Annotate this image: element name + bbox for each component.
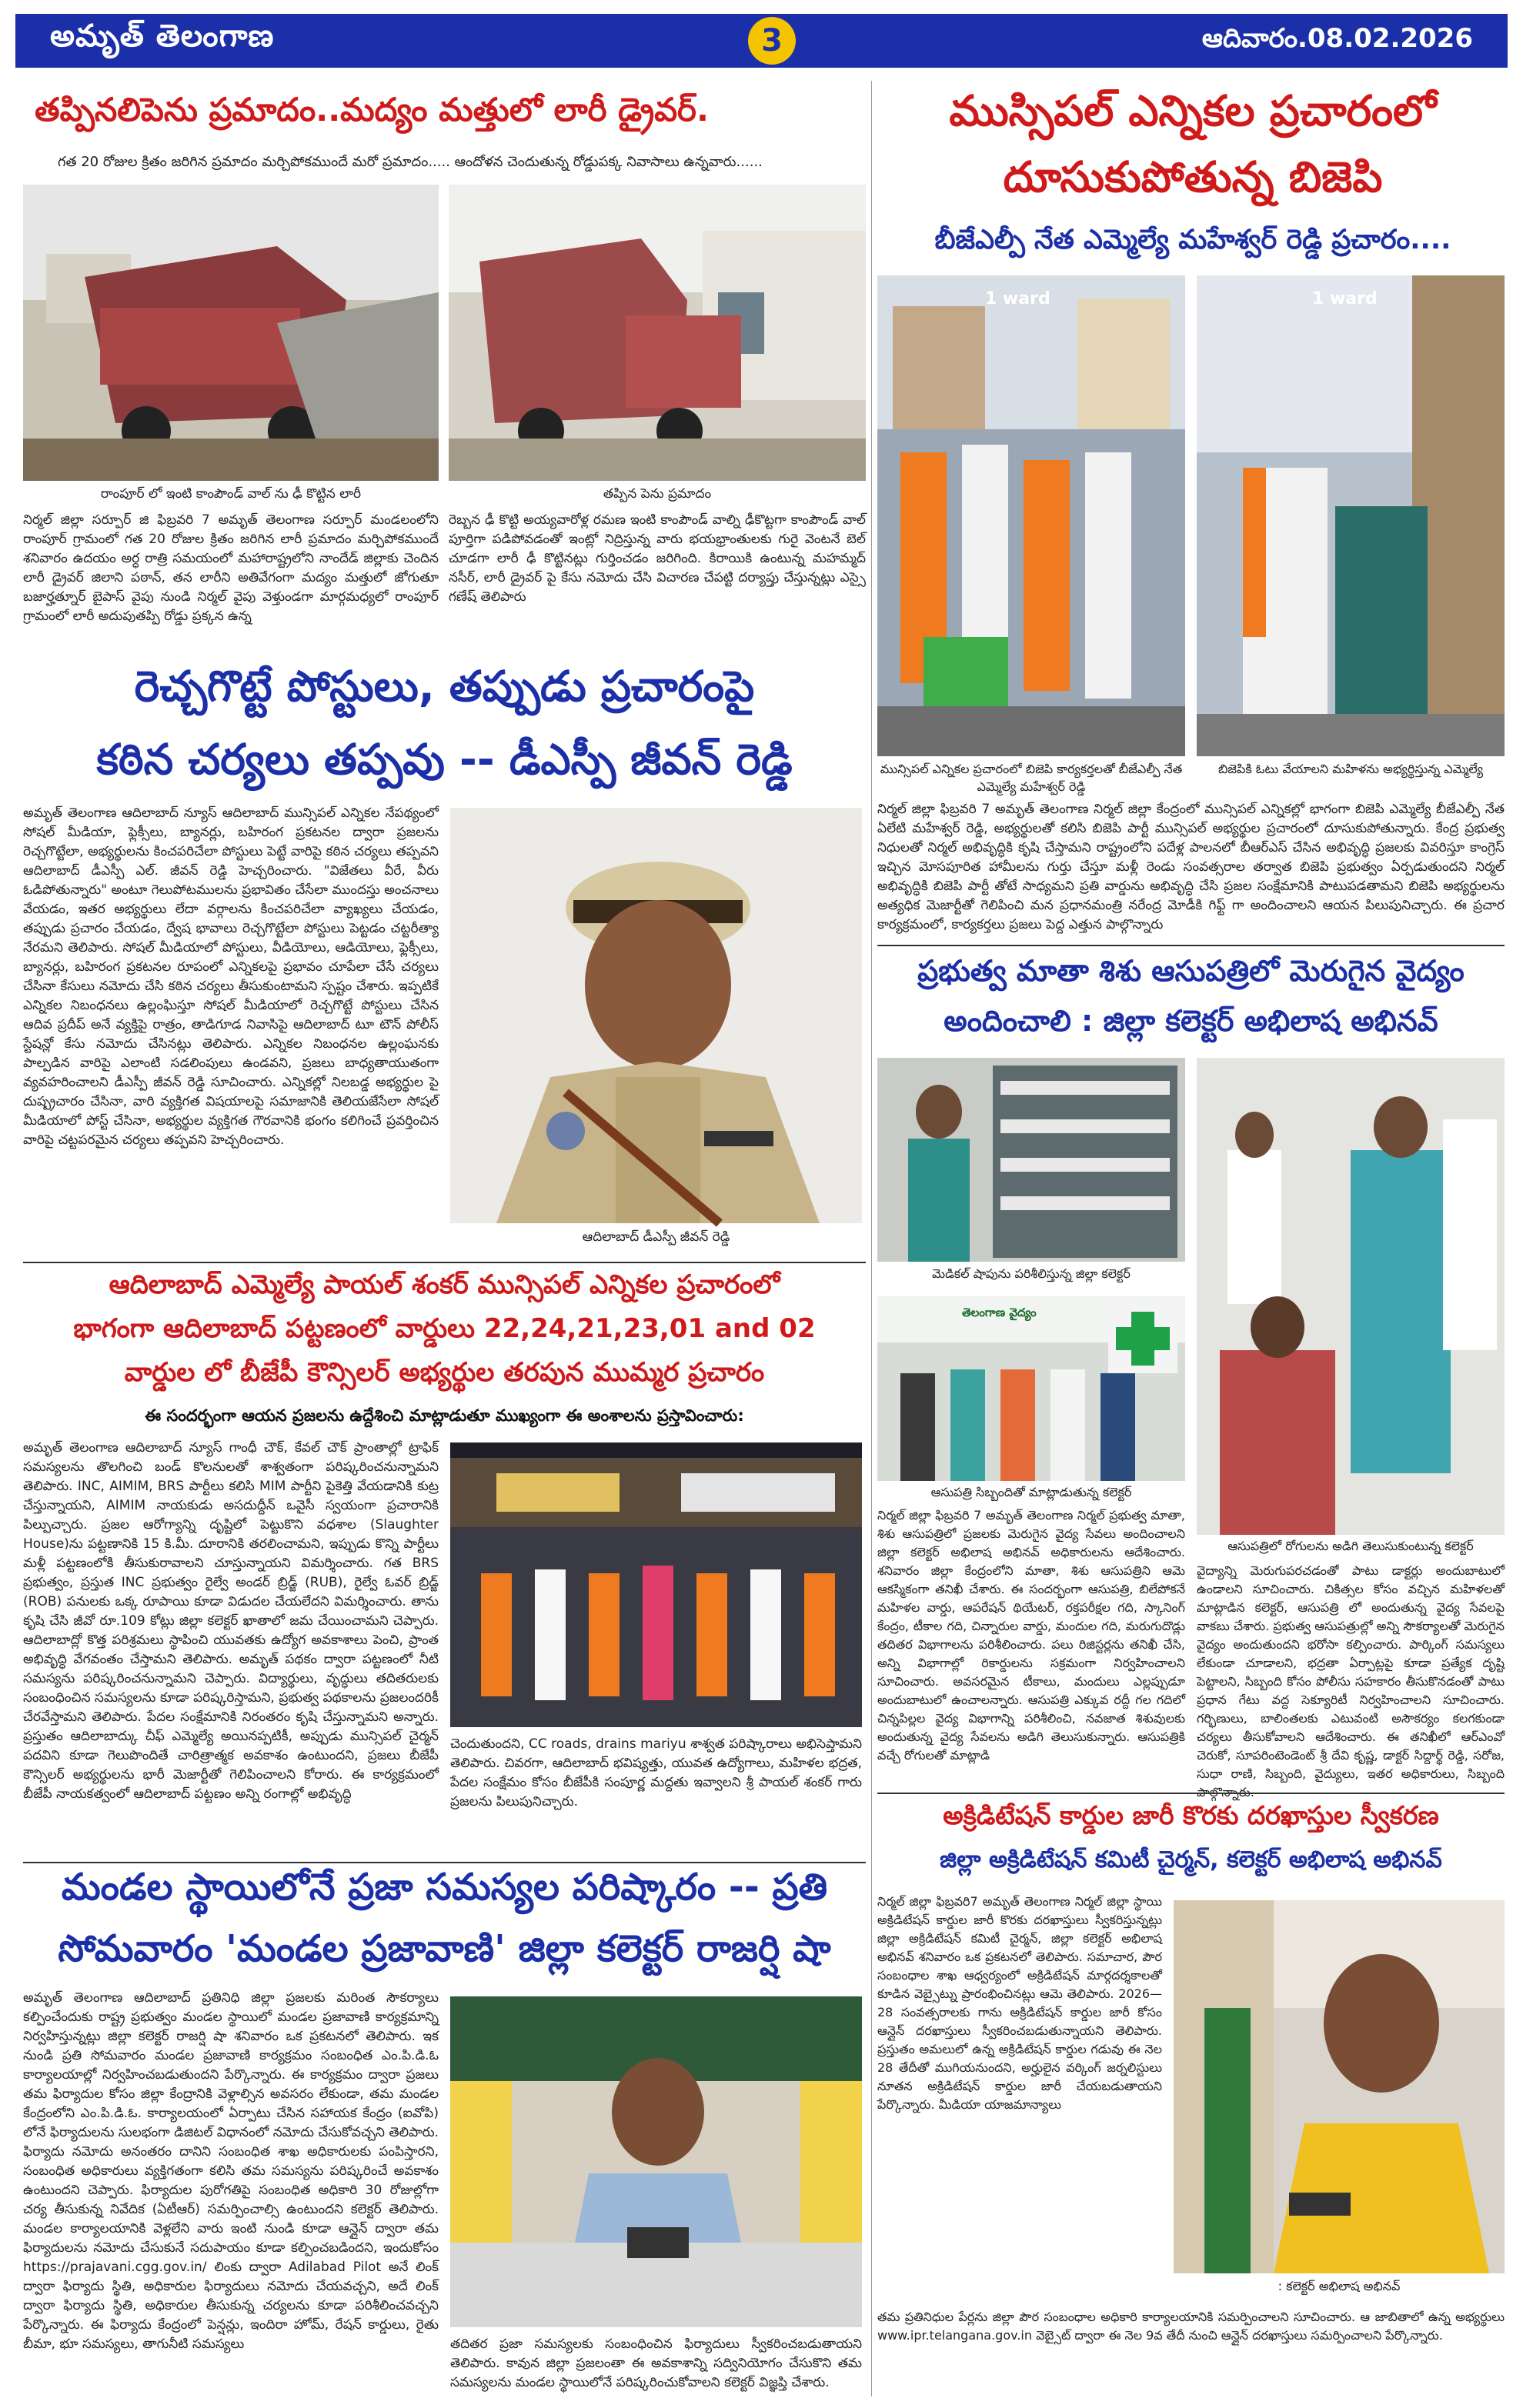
story6-photo-collector-meeting: [450, 1996, 862, 2327]
story4-headline-line3: వార్డుల లో బీజేపీ కౌన్సిలర్ అభ్యర్థుల తరపున ముమ్మర ప్రచారం: [124, 1357, 765, 1388]
story5-photo-hospital-staff: [877, 1296, 1185, 1481]
story2-photo-mla-campaign-crowd: [877, 275, 1185, 756]
story5-caption-hospital-staff: ఆసుపత్రి సిబ్బందితో మాట్లాడుతున్న కలెక్టర్: [930, 1485, 1132, 1499]
story5-body-left: నిర్మల్ జిల్లా ఫిబ్రవరి 7 అమృత్ తెలంగాణ నిర్మల్ ప్రభుత్వ మాతా, శిశు ఆసుపత్రిలో ప్రజలకు మెరుగైన వైద్య సేవలు అందించాలని జిల్లా కలెక్టర్ అభిలాష అభినవ్ అధికారులను ఆదేశించారు. శనివారం జిల్లా కేంద్రంలోని మాతా, శిశు ఆసుపత్రిని ఆమె ఆకస్మికంగా తనిఖీ చేశారు. ఈ సందర్భంగా ఆసుపత్రి, బిలేపోకనే మహిళల వార్డు, ఆపరేషన్ థియేటర్, రక్తపరీక్షల గది, స్కానింగ్ కేంద్రం, టీకాల గది, చిన్నారుల వార్డు, మందుల గది, మరుగుదొడ్లు తదితర విభాగాలను పరిశీలించారు. పలు రిజిస్టర్లను తనిఖీ చేసి, అన్ని విభాగాల్లో రికార్డులను సక్రమంగా నిర్వహించాలని సూచించారు. అవసరమైన టీకాలు, మందులు ఎల్లప్పుడూ అందుబాటులో ఉంచాలన్నారు. ఆసుపత్రి ఎక్కువ రద్దీ గల గదిలో చిన్నపిల్లల వైద్య విభాగాన్ని పరిశీలించి, నవజాత శిశువులకు అందుతున్న వైద్య సేవలను అడిగి తెలుసుకున్నారు. ఆసుపత్రికి వచ్చే రోగులతో మాట్లాడి: [877, 1508, 1185, 1763]
story5-hospital-sign: తెలంగాణ వైద్యం: [962, 1306, 1037, 1319]
story2-photo-tag-right: 1 ward: [1312, 289, 1378, 309]
story1-photo-crashed-truck: [23, 185, 439, 481]
section-divider-3: [877, 945, 1505, 946]
newspaper-title: అమృత్ తెలంగాణ: [50, 18, 275, 54]
story7-body-full: తమ ప్రతినిధుల పేర్లను జిల్లా పౌర సంబంధాల అధికారి కార్యాలయానికి సమర్పించాలని సూచించారు. ఆ జాబితాలో ఉన్న అభ్యర్థులు www.ipr.telangana.gov.in వెబ్సైట్ ద్వారా ఈ నెల 9వ తేదీ నుంచి ఆన్లైన్ దరఖాస్తులు సమర్పించాలని పేర్కొన్నారు.: [877, 2310, 1505, 2343]
story2-body: నిర్మల్ జిల్లా ఫిబ్రవరి 7 అమృత్ తెలంగాణ నిర్మల్ జిల్లా కేంద్రంలో మున్సిపల్ ఎన్నికల్లో భాగంగా బిజెపి ఎమ్మెల్యే బీజేఎల్పీ నేత ఏలేటి మహేశ్వర్ రెడ్డి, అభ్యర్థులతో కలిసి బిజెపి పార్టీ మున్సిపల్ అభ్యర్థుల ప్రచారంలో దూసుకుపోతున్నారు. కేంద్ర ప్రభుత్వ నిధులతో నిర్మల్ అభివృద్ధికి కృషి చేస్తామని రాష్ట్రంలోని పదేళ్ల పాలనలో బీఆర్ఎస్ చేసిన అభివృద్ధి ప్రజలకు వివరిస్తూ కాంగ్రెస్ ఇచ్చిన మోసపూరిత హామీలను గుర్తు చేస్తూ మళ్లీ రెండు సంవత్సరాల తర్వాత బిజెపి ప్రభుత్వం ఏర్పడుతుందని నిర్మల్ అభివృద్ధికి బిజెపి పార్టీ తోటే సాధ్యమని ప్రతి వార్డును అభివృద్ధి చేసి ప్రజల సంక్షేమానికి పాటుపడతామని బిజెపి అభ్యర్థులను అత్యధిక మెజార్టీతో గెలిపించి మన ప్రధానమంత్రి నరేంద్ర మోడీకి గిఫ్ట్ గా అందించాలని ఆయన పిలుపునిచ్చారు. ఈ ప్రచార కార్యక్రమంలో, కార్యకర్తలు ప్రజలు పెద్ద ఎత్తున పాల్గొన్నారు: [877, 802, 1505, 932]
story5-caption-medical-shop: మెడికల్ షాపును పరిశీలిస్తున్న జిల్లా కలెక్టర్: [932, 1266, 1131, 1281]
story2-photo-tag-left: 1 ward: [985, 289, 1050, 309]
story5-photo-collector-with-patients: [1197, 1058, 1505, 1535]
story4-subhead: ఈ సందర్భంగా ఆయన ప్రజలను ఉద్దేశించి మాట్లాడుతూ ముఖ్యంగా ఈ అంశాలను ప్రస్తావించారు:: [145, 1406, 744, 1425]
story2-headline-line2: దూసుకుపోతున్న బిజెపి: [1003, 152, 1383, 202]
story4-headline-line2: భాగంగా ఆదిలాబాద్ పట్టణంలో వార్డులు 22,24,21,23,01 and 02: [73, 1313, 816, 1344]
story1-photo1-caption: రాంపూర్ లో ఇంటి కాంపౌండ్ వాల్ ను ఢీ కొట్టిన లారీ: [100, 486, 362, 502]
story7-body-narrow: నిర్మల్ జిల్లా ఫిబ్రవరి7 అమృత్ తెలంగాణ నిర్మల్ జిల్లా స్థాయి అక్రిడిటేషన్ కార్డుల జారీ కొరకు దరఖాస్తులు స్వీకరిస్తున్నట్లు జిల్లా అక్రిడిటేషన్ కమిటీ చైర్మన్, జిల్లా కలెక్టర్ అభిలాష అభినవ్ శనివారం ఒక ప్రకటనలో తెలిపారు. సమాచార, పౌర సంబంధాల శాఖ ఆధ్వర్యంలో అక్రిడిటేషన్ మార్గదర్శకాలతో కూడిన వెబ్సైట్ను ప్రారంభించినట్లు ఆమె తెలిపారు. 2026—28 సంవత్సరాలకు గాను అక్రిడిటేషన్ కార్డుల జారీ కోసం ఆన్లైన్ దరఖాస్తులు స్వీకరించబడుతున్నాయని తెలిపారు. ప్రస్తుతం అమలులో ఉన్న అక్రిడిటేషన్ కార్డుల గడువు ఈ నెల 28 తేదీతో ముగియనుందని, అర్హులైన వర్కింగ్ జర్నలిస్టులు నూతన అక్రిడిటేషన్ కార్డుల జారీ చేయబడుతాయని పేర్కొన్నారు. మీడియా యాజమాన్యాలు: [877, 1894, 1162, 2112]
story3-photo-caption: ఆదిలాబాద్ డీఎస్పీ జీవన్ రెడ్డి: [582, 1229, 730, 1245]
story4-body-right: చెందుతుందని, CC roads, drains mariyu శాశ్వత పరిష్కారాలు అభిసెప్తామని తెలిపారు. చివరగా, ఆదిలాబాద్ భవిష్యత్తు, యువత ఉద్యోగాలు, మహిళల భద్రత, పేదల సంక్షేమం కోసం బీజేపీకి సంపూర్ణ మద్దతు ఇవ్వాలని శ్రీ పాయల్ శంకర్ గారు ప్రజలను పిలుపునిచ్చారు.: [450, 1736, 862, 1809]
story6-headline-line1: మండల స్థాయిలోనే ప్రజా సమస్యల పరిష్కారం -- ప్రతి: [61, 1866, 828, 1909]
story1-photo2-caption: తప్పిన పెను ప్రమాదం: [603, 486, 712, 502]
section-divider-4: [877, 1793, 1505, 1794]
story2-caption-left: మున్సిపల్ ఎన్నికల ప్రచారంలో బిజెపి కార్యకర్తలతో బీజేఎల్పీ నేత ఎమ్మెల్యే మహేశ్వర్ రెడ్డి: [880, 762, 1183, 794]
issue-date: ఆదివారం.08.02.2026: [1201, 23, 1473, 54]
masthead: [15, 14, 1508, 68]
story1-subhead: గత 20 రోజుల క్రితం జరిగిన ప్రమాదం మర్చిపోకముందే మరో ప్రమాదం..... ఆందోళన చెందుతున్న రోడ్డుపక్క నివాసాలు ఉన్నవారు......: [58, 154, 763, 170]
story2-caption-right: బిజెపికి ఓటు వేయాలని మహిళను అభ్యర్థిస్తున్న ఎమ్మెల్యే: [1217, 762, 1484, 776]
story1-body-right: రెబ్బన ఢీ కొట్టి అయ్యవారోళ్ల రమణ ఇంటి కాంపౌండ్ వాల్ని ఢీకొట్టగా కాంపౌండ్ వాల్ పూర్తిగా పడిపోవడంతో ఇంట్లో నిద్రిస్తున్న వారు భయభ్రాంతులకు గురై వెంటనే బెల్ చూడగా లారీ ఢీ కొట్టినట్లు గుర్తించడం జరిగింది. కిరాయికి ఉంటున్న మహమ్మద్ నసీర్, లారీ డ్రైవర్ పై కేసు నమోదు చేసి విచారణ చేపట్టి దర్యాప్తు చేస్తున్నట్లు ఎస్సై గణేష్ తెలిపారు: [449, 512, 866, 605]
column-divider: [871, 81, 872, 2396]
section-divider: [23, 1262, 866, 1263]
story4-photo-campaign-group: [450, 1442, 862, 1727]
story1-body-left: నిర్మల్ జిల్లా సర్పూర్ జి ఫిబ్రవరి 7 అమృత్ తెలంగాణ సర్పూర్ మండలంలోని రాంపూర్ గ్రామంలో గత 20 రోజుల క్రితం జరిగిన లారీ ప్రమాదం మర్చిపోకముందే శనివారం ఉదయం అర్ధ రాత్రి సమయంలో మహారాష్ట్రలోని నాందేడ్ జిల్లాకు చెందిన లారీ డ్రైవర్ జిలాని పఠాన్, తన లారీని అతివేగంగా మద్యం మత్తులో జోగుతూ బజార్హత్నూర్ బైపాస్ వైపు నుండి నిర్మల్ వైపు వెళ్తుండగా మార్గమధ్యలో రాంపూర్ గ్రామంలో లారీ అదుపుతప్పి రోడ్డు ప్రక్కన ఉన్న: [23, 512, 439, 624]
story6-body-right: తదితర ప్రజా సమస్యలకు సంబంధించిన ఫిర్యాదులు స్వీకరించబడుతాయని తెలిపారు. కావున జిల్లా ప్రజలంతా ఈ అవకాశాన్ని సద్వినియోగం చేసుకొని తమ సమస్యలను మండల స్థాయిలోనే పరిష్కరించుకోవాలని కలెక్టర్ విజ్ఞప్తి చేశారు.: [450, 2336, 862, 2390]
story4-body-left: అమృత్ తెలంగాణ ఆదిలాబాద్ న్యూస్ గాంధీ చౌక్, కేవల్ చౌక్ ప్రాంతాల్లో ట్రాఫిక్ సమస్యలను తొలగించి బండ్ కొలనులతో శాశ్వతంగా పరిష్కరించనున్నామని తెలిపారు. INC, AIMIM, BRS పార్టీలు కలిసి MIM పార్టీని పైకెత్తి వేయడానికి కుట్ర చేస్తున్నాయని, AIMIM నాయకుడు అసదుద్దీన్ ఒవైసీ స్వయంగా ప్రచారానికి పిల్పుచ్చారు. ప్రజల ఆరోగ్యాన్ని దృష్టిలో పెట్టుకొని వధశాల (Slaughter House)ను పట్టణానికి 15 కి.మీ. దూరానికి తరలించామని, ఇప్పుడు కొన్ని పార్టీలు మళ్లీ పట్టణంలోకి తీసుకురావాలని చూస్తున్నాయని విమర్శించారు. గత BRS ప్రభుత్వం, ప్రస్తుత INC ప్రభుత్వం రైల్వే అండర్ బ్రిడ్జ్ (RUB), రైల్వే ఓవర్ బ్రిడ్జ్ (ROB) పనులకు ఒక్క రూపాయి కూడా విడుదల చేయలేదని విమర్శించారు. తాను కృషి చేసి జీవో రూ.109 కోట్లు జిల్లా కలెక్టర్ ఖాతాలో జమ చేయించామని చెప్పారు. ఆదిలాబాద్లో కొత్త పరిశ్రమలు స్థాపించి యువతకు ఉద్యోగ అవకాశాలు పెంచి, ప్రాంత అభివృద్ధి వేగవంతం చేస్తామని తెలిపారు. అమృత్ పథకం ద్వారా పట్టణంలో నీటి సమస్యను పరిష్కరించనున్నామని చెప్పారు. విద్యార్థులు, వృద్ధులు తదితరులకు సంబంధించిన సమస్యలను కూడా పరిష్కరిస్తామని, ప్రభుత్వ పథకాలను ప్రజలందరికీ చేరవేస్తామని తెలిపారు. పేదల సంక్షేమానికి నిరంతరం కృషి చేస్తున్నామని అన్నారు. ప్రస్తుతం ఆదిలాబాద్కు చీఫ్ ఎమ్మెల్యే అయినప్పటికీ, అప్పుడు మున్సిపల్ చైర్మన్ పదవిని కూడా గెలుపొందితే చారిత్రాత్మక అవకాశం ఉంటుందని, ప్రజలు బీజేపీ కౌన్సిలర్ అభ్యర్థులను భారీ మెజార్టీతో గెలిపించాలని కోరారు. ఈ కార్యక్రమంలో బీజేపీ నాయకత్వంలో ఆదిలాబాద్ పట్టణం అన్ని రంగాల్లో అభివృద్ధి: [23, 1440, 439, 1802]
story7-headline-line2: జిల్లా అక్రిడిటేషన్ కమిటీ చైర్మన్, కలెక్టర్ అభిలాష అభినవ్: [940, 1846, 1442, 1873]
story2-subhead: బీజేఎల్పీ నేత ఎమ్మెల్యే మహేశ్వర్ రెడ్డి ప్రచారం....: [934, 225, 1451, 255]
story3-photo-dsp-portrait: [450, 808, 862, 1223]
story3-body: అమృత్ తెలంగాణ ఆదిలాబాద్ న్యూస్ ఆదిలాబాద్ మున్సిపల్ ఎన్నికల నేపథ్యంలో సోషల్ మీడియా, ఫ్లెక్సీలు, బ్యానర్లు, బహిరంగ ప్రకటనల ద్వారా ప్రజలను రెచ్చగొట్టేలా, అభ్యర్థులను కించపరిచేలా పోస్టులు పెట్టే వారిపై కఠిన చర్యలు తప్పవని ఆదిలాబాద్ డీఎస్పీ ఎల్. జీవన్ రెడ్డి హెచ్చరించారు. "విజేతలు వీరే, వీరు ఓడిపోతున్నారు" అంటూ గెలుపోటములను ప్రభావితం చేసేలా ముందస్తు అంచనాలు వేయడం, ఇతర అభ్యర్థులు లేదా వర్గాలను కించపరిచేలా వ్యాఖ్యలు చేయడం, తప్పుడు ప్రచారం చేయడం, ద్వేష భావాలు రెచ్చగొట్టేలా పోస్టులు పెట్టడం చట్టరీత్యా నేరమని తెలిపారు. సోషల్ మీడియాలో పోస్టులు, వీడియోలు, ఆడియోలు, ఫ్లెక్సీలు, బ్యానర్లు, బహిరంగ ప్రకటనల రూపంలో ఎన్నికలపై ప్రభావం చూపేలా చేసే చర్యలు చేసినా కేసులు నమోదు చేసి కఠిన చర్యలు తీసుకుంటామని స్పష్టం చేశారు. ఇప్పటికే ఎన్నికల నిబంధనలు ఉల్లంఘిస్తూ సోషల్ మీడియాలో రెచ్చగొట్టే పోస్టులు చేసిన ఆదివ ప్రదీప్ అనే వ్యక్తిపై రాత్రం, తాడిగూడ నివాసిపై ఆదిలాబాద్ టూ టౌన్ పోలీస్ స్టేషన్లో కేసు నమోదు చేసినట్లు తెలిపారు. ఎన్నికల నిబంధనల ఉల్లంఘనకు పాల్పడిన వారిపై ఎలాంటి సడలింపులు ఉండవని, ప్రజలు బాధ్యతాయుతంగా వ్యవహరించాలని డీఎస్పీ జీవన్ రెడ్డి సూచించారు. ఎన్నికల్లో నిలబడ్డ అభ్యర్థుల పై దుష్ప్రచారం చేసినా, వారి వ్యక్తిగత విషయాలపై సమాజానికి తెలియజేసేలా సోషల్ మీడియాలో పోస్ట్ చేసినా, అభ్యర్థుల వ్యక్తిగత గౌరవానికి భంగం కలిగించే ప్రవర్తించిన వారిపై చట్టపరమైన చర్యలు తప్పవని హెచ్చరించారు.: [23, 805, 439, 1148]
story7-photo-collector-portrait: [1174, 1900, 1505, 2273]
story5-body-right: వైద్యాన్ని మెరుగుపరచడంతో పాటు డాక్టర్లు అందుబాటులో ఉండాలని సూచించారు. చికిత్సల కోసం వచ్చిన మహిళలతో మాట్లాడిన కలెక్టర్, ఆసుపత్రి లో అందుతున్న వైద్య సేవలపై వాకబు చేశారు. ప్రభుత్వ ఆసుపత్రుల్లో అన్ని సౌకర్యాలతో మెరుగైన వైద్యం అందుతుందని భరోసా కల్పించారు. పార్కింగ్ సమస్యలు లేకుండా చూడాలని, భద్రతా ఏర్పాట్లపై కూడా ప్రత్యేక దృష్టి పెట్టాలని, సిబ్బంది కోసం పోలీసు సహకారం తీసుకొనడంతో పాటు ప్రధాన గేటు వద్ద సెక్యూరిటీ నిర్వహించాలని సూచించారు. గర్భిణులు, బాలింతలకు ఎటువంటి అసౌకర్యం కలగకుండా చర్యలు తీసుకోవాలని ఆదేశించారు. ఈ తనిఖీలో ఆర్ఎంవో చెరుకో, సూపరింటెండెంట్ శ్రీ దేవి కృష్ణ, డాక్టర్ సిద్దార్థ్ రెడ్డి, సరోజ, సుధా రాణి, సిబ్బంది, వైద్యులు, ఇతర అధికారులు, సిబ్బంది: [1197, 1563, 1505, 1781]
story5-caption-collector-patients: ఆసుపత్రిలో రోగులను అడిగి తెలుసుకుంటున్న కలెక్టర్: [1227, 1539, 1474, 1553]
page-number: 3: [748, 17, 796, 65]
story2-photo-mla-voter: [1197, 275, 1505, 756]
story6-headline-line2: సోమవారం 'మండల ప్రజావాణి' జిల్లా కలెక్టర్ రాజర్షి షా: [58, 1927, 831, 1970]
story7-photo-caption: : కలెక్టర్ అభిలాష అభినవ్: [1278, 2279, 1401, 2293]
story3-headline-line1: రెచ్చగొట్టే పోస్టులు, తప్పుడు ప్రచారంపై: [134, 662, 755, 711]
story1-headline: తప్పినలిపెను ప్రమాదం..మద్యం మత్తులో లారీ డ్రైవర్.: [35, 91, 709, 128]
story6-body-left: అమృత్ తెలంగాణ ఆదిలాబాద్ ప్రతినిధి జిల్లా ప్రజలకు మరింత సౌకర్యాలు కల్పించేందుకు రాష్ట్ర ప్రభుత్వం మండల స్థాయిలో మండల ప్రజావాణి కార్యక్రమాన్ని నిర్వహిస్తున్నట్లు జిల్లా కలెక్టర్ రాజర్షి షా శనివారం ఒక ప్రకటనలో తెలిపారు. ఇక నుండి ప్రతి సోమవారం మండల ప్రజావాణి కార్యక్రమం సంబంధిత ఎం.పి.డి.ఓ కార్యాలయాల్లో నిర్వహించబడుతుందని పేర్కొన్నారు. ఈ కార్యక్రమం ద్వారా ప్రజలు తమ ఫిర్యాదుల కోసం జిల్లా కేంద్రానికి వెళ్లాల్సిన అవసరం లేకుండా, తమ మండల కేంద్రంలోని ఎం.పి.డి.ఓ. కార్యాలయంలో ఏర్పాటు చేసిన సహాయక కేంద్రం (ఐవోపి) లోనే ఫిర్యాదులను సులభంగా డిజిటల్ విధానంలో నమోదు చేసుకోవచ్చని తెలిపారు. ఫిర్యాదు నమోదు అనంతరం దానిని సంబంధిత శాఖ అధికారులకు పంపిస్తారని, సంబంధిత అధికారులు వ్యక్తిగతంగా కలిసి తమ సమస్యను పరిష్కరించే అవకాశం ఉంటుందని చెప్పారు. ఫిర్యాదుల పురోగతిపై సంబంధిత అధికారి 30 రోజుల్లోగా చర్య తీసుకున్న నివేదిక (ఏటీఆర్) సమర్పించాల్సి ఉంటుందని కలెక్టర్ తెలిపారు. మండల కార్యాలయానికి వెళ్లలేని వారు ఇంటి నుండి కూడా ఆన్లైన్ ద్వారా తమ ఫిర్యాదులను నమోదు చేసుకునే సదుపాయం కూడా కల్పించబడిందని, ఇందుకోసం https://prajavani.cgg.gov.in/ లింకు ద్వారా Adilabad Pilot అనే లింక్ ద్వారా ఫిర్యాదు స్థితి, అధికారుల ఫిర్యాదులు నమోదు చేయవచ్చని, అదే లింక్ ద్వారా ఫిర్యాదు స్థితి, అధికారుల తీసుకున్న చర్యలను కూడా పరిశీలించవచ్చని పేర్కొన్నారు. ఈ ఫిర్యాదు కేంద్రంలో పెన్షన్లు, ఇందిరా హోమ్, రేషన్ కార్డులు, రైతు బీమా, భూ సమస్యలు, తాగునీటి సమస్యలు: [23, 1990, 439, 2352]
story5-headline-line1: ప్రభుత్వ మాతా శిశు ఆసుపత్రిలో మెరుగైన వైద్యం: [917, 954, 1465, 988]
story5-headline-line2: అందించాలి : జిల్లా కలెక్టర్ అభిలాష అభినవ్: [944, 1004, 1438, 1038]
story4-headline-line1: ఆదిలాబాద్ ఎమ్మెల్యే పాయల్ శంకర్ మున్సిపల్ ఎన్నికల ప్రచారంలో: [109, 1269, 780, 1300]
story2-headline-line1: ముస్సిపల్ ఎన్నికల ప్రచారంలో: [949, 86, 1437, 135]
story5-photo-medical-shop: [877, 1058, 1185, 1262]
section-divider-2: [23, 1862, 866, 1863]
story3-headline-line2: కఠిన చర్యలు తప్పవు -- డీఎస్పీ జీవన్ రెడ్డి: [96, 735, 793, 784]
story7-headline-line1: అక్రిడిటేషన్ కార్డుల జారీ కొరకు దరఖాస్తుల స్వీకరణ: [943, 1800, 1439, 1830]
story1-photo-lorry-accident: [449, 185, 866, 481]
